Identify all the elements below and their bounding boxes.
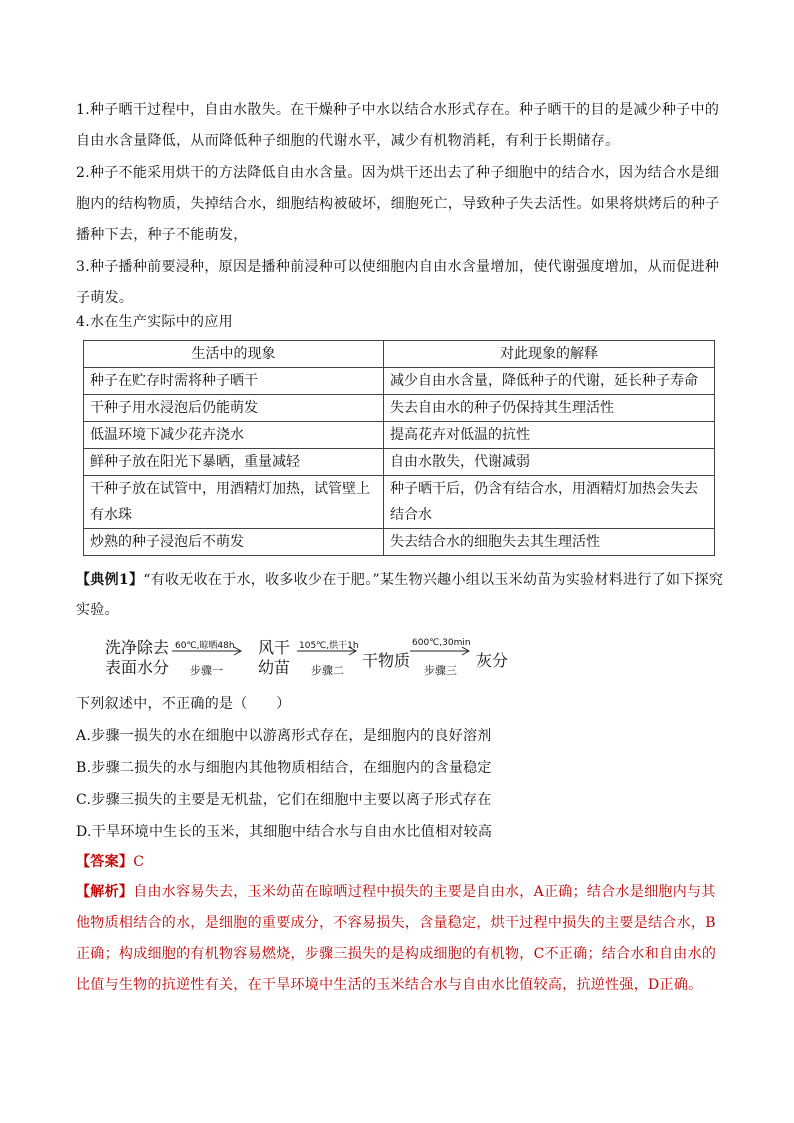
answer-label: 【答案】 <box>76 854 134 870</box>
table-header: 生活中的现象 <box>84 341 384 368</box>
analysis-label: 【解析】 <box>76 884 134 900</box>
flow-mid1-line1: 风干 <box>258 638 291 657</box>
table-row <box>84 449 715 476</box>
table-cell: 自由水散失，代谢减弱 <box>384 449 715 476</box>
arrow1-condition: 60℃,晾晒48h <box>175 641 235 651</box>
analysis-paragraph <box>76 877 726 1001</box>
arrow2-condition: 105℃,烘干1h <box>299 641 359 651</box>
arrow1-step-label: 步骤一 <box>190 664 223 677</box>
table-header-row <box>84 341 715 368</box>
paragraph-2: 2.种子不能采用烘干的方法降低自由水含量。因为烘干还出去了种子细胞中的结合水，因为结合水是细胞内的结构物质，失掉结合水，细胞结构被破坏，细胞死亡，导致种子失去活性。如果将烘烤后的种子播种下去，种子不能萌发， <box>76 165 720 243</box>
arrow3-condition: 600℃,30min <box>412 638 471 648</box>
right-arrow-icon <box>410 646 472 656</box>
option-a: A.步骤一损失的水在细胞中以游离形式存在，是细胞内的良好溶剂 <box>76 728 492 744</box>
right-arrow-icon <box>172 646 244 656</box>
answer-line <box>76 847 726 878</box>
table-row <box>84 395 715 422</box>
table-cell: 干种子用水浸泡后仍能萌发 <box>84 395 384 422</box>
water-application-table <box>83 340 715 556</box>
arrow2-step-label: 步骤二 <box>311 664 344 677</box>
flow-mid2: 干物质 <box>362 651 411 670</box>
question-stem: 下列叙述中，不正确的是（ ） <box>76 696 291 712</box>
example-paragraph <box>76 565 726 625</box>
flow-end: 灰分 <box>476 651 509 670</box>
analysis-text: 自由水容易失去，玉米幼苗在晾晒过程中损失的主要是自由水，A正确；结合水是细胞内与其他物质相结合的水，是细胞的重要成分，不容易损失，含量稳定，烘干过程中损失的主要是结合水，B正确；构成细胞的有机物容易燃烧，步骤三损失的是构成细胞的有机物，C不正确；结合水和自由水的比值与生物的抗逆性有关，在干旱环境中生活的玉米结合水与自由水比值较高，抗逆性强，D正确。 <box>76 884 717 993</box>
example-text: “有收无收在于水，收多收少在于肥。”某生物兴趣小组以玉米幼苗为实验材料进行了如下探究实验。 <box>76 572 724 618</box>
option-b: B.步骤二损失的水与细胞内其他物质相结合，在细胞内的含量稳定 <box>76 760 492 776</box>
table-header: 对此现象的解释 <box>384 341 715 368</box>
table-cell: 低温环境下减少花卉浇水 <box>84 422 384 449</box>
table-row <box>84 368 715 395</box>
table-cell: 干种子放在试管中，用酒精灯加热，试管壁上有水珠 <box>84 476 384 529</box>
flow-mid1-line2: 幼苗 <box>258 658 291 677</box>
table-cell: 失去自由水的种子仍保持其生理活性 <box>384 395 715 422</box>
table-cell: 减少自由水含量，降低种子的代谢，延长种子寿命 <box>384 368 715 395</box>
right-arrow-icon <box>297 646 359 656</box>
option-c: C.步骤三损失的主要是无机盐，它们在细胞中主要以离子形式存在 <box>76 792 492 808</box>
option-d: D.干旱环境中生长的玉米，其细胞中结合水与自由水比值相对较高 <box>76 824 493 840</box>
paragraph-1: 1.种子晒干过程中，自由水散失。在干燥种子中水以结合水形式存在。种子晒干的目的是减少种子中的自由水含量降低，从而降低种子细胞的代谢水平，减少有机物消耗，有利于长期储存。 <box>76 102 720 149</box>
table-cell: 鲜种子放在阳光下暴晒，重量减轻 <box>84 449 384 476</box>
arrow3-step-label: 步骤三 <box>424 664 457 677</box>
table-cell: 失去结合水的细胞失去其生理活性 <box>384 529 715 556</box>
experiment-flow-diagram <box>100 634 520 684</box>
table-cell: 炒熟的种子浸泡后不萌发 <box>84 529 384 556</box>
table-cell: 种子在贮存时需将种子晒干 <box>84 368 384 395</box>
paragraph-3: 3.种子播种前要浸种，原因是播种前浸种可以使细胞内自由水含量增加，使代谢强度增加，从而促进种子萌发。 <box>76 259 720 306</box>
flow-start-line2: 表面水分 <box>105 658 170 677</box>
paragraph-4: 4.水在生产实际中的应用 <box>76 314 233 330</box>
flow-start-line1: 洗净除去 <box>105 638 170 657</box>
table-cell: 提高花卉对低温的抗性 <box>384 422 715 449</box>
table-row <box>84 529 715 556</box>
answer-value: C <box>133 854 145 870</box>
example-label: 【典例1】 <box>76 572 144 588</box>
table-cell: 种子晒干后，仍含有结合水，用酒精灯加热会失去结合水 <box>384 476 715 529</box>
table-row <box>84 476 715 529</box>
table-row <box>84 422 715 449</box>
